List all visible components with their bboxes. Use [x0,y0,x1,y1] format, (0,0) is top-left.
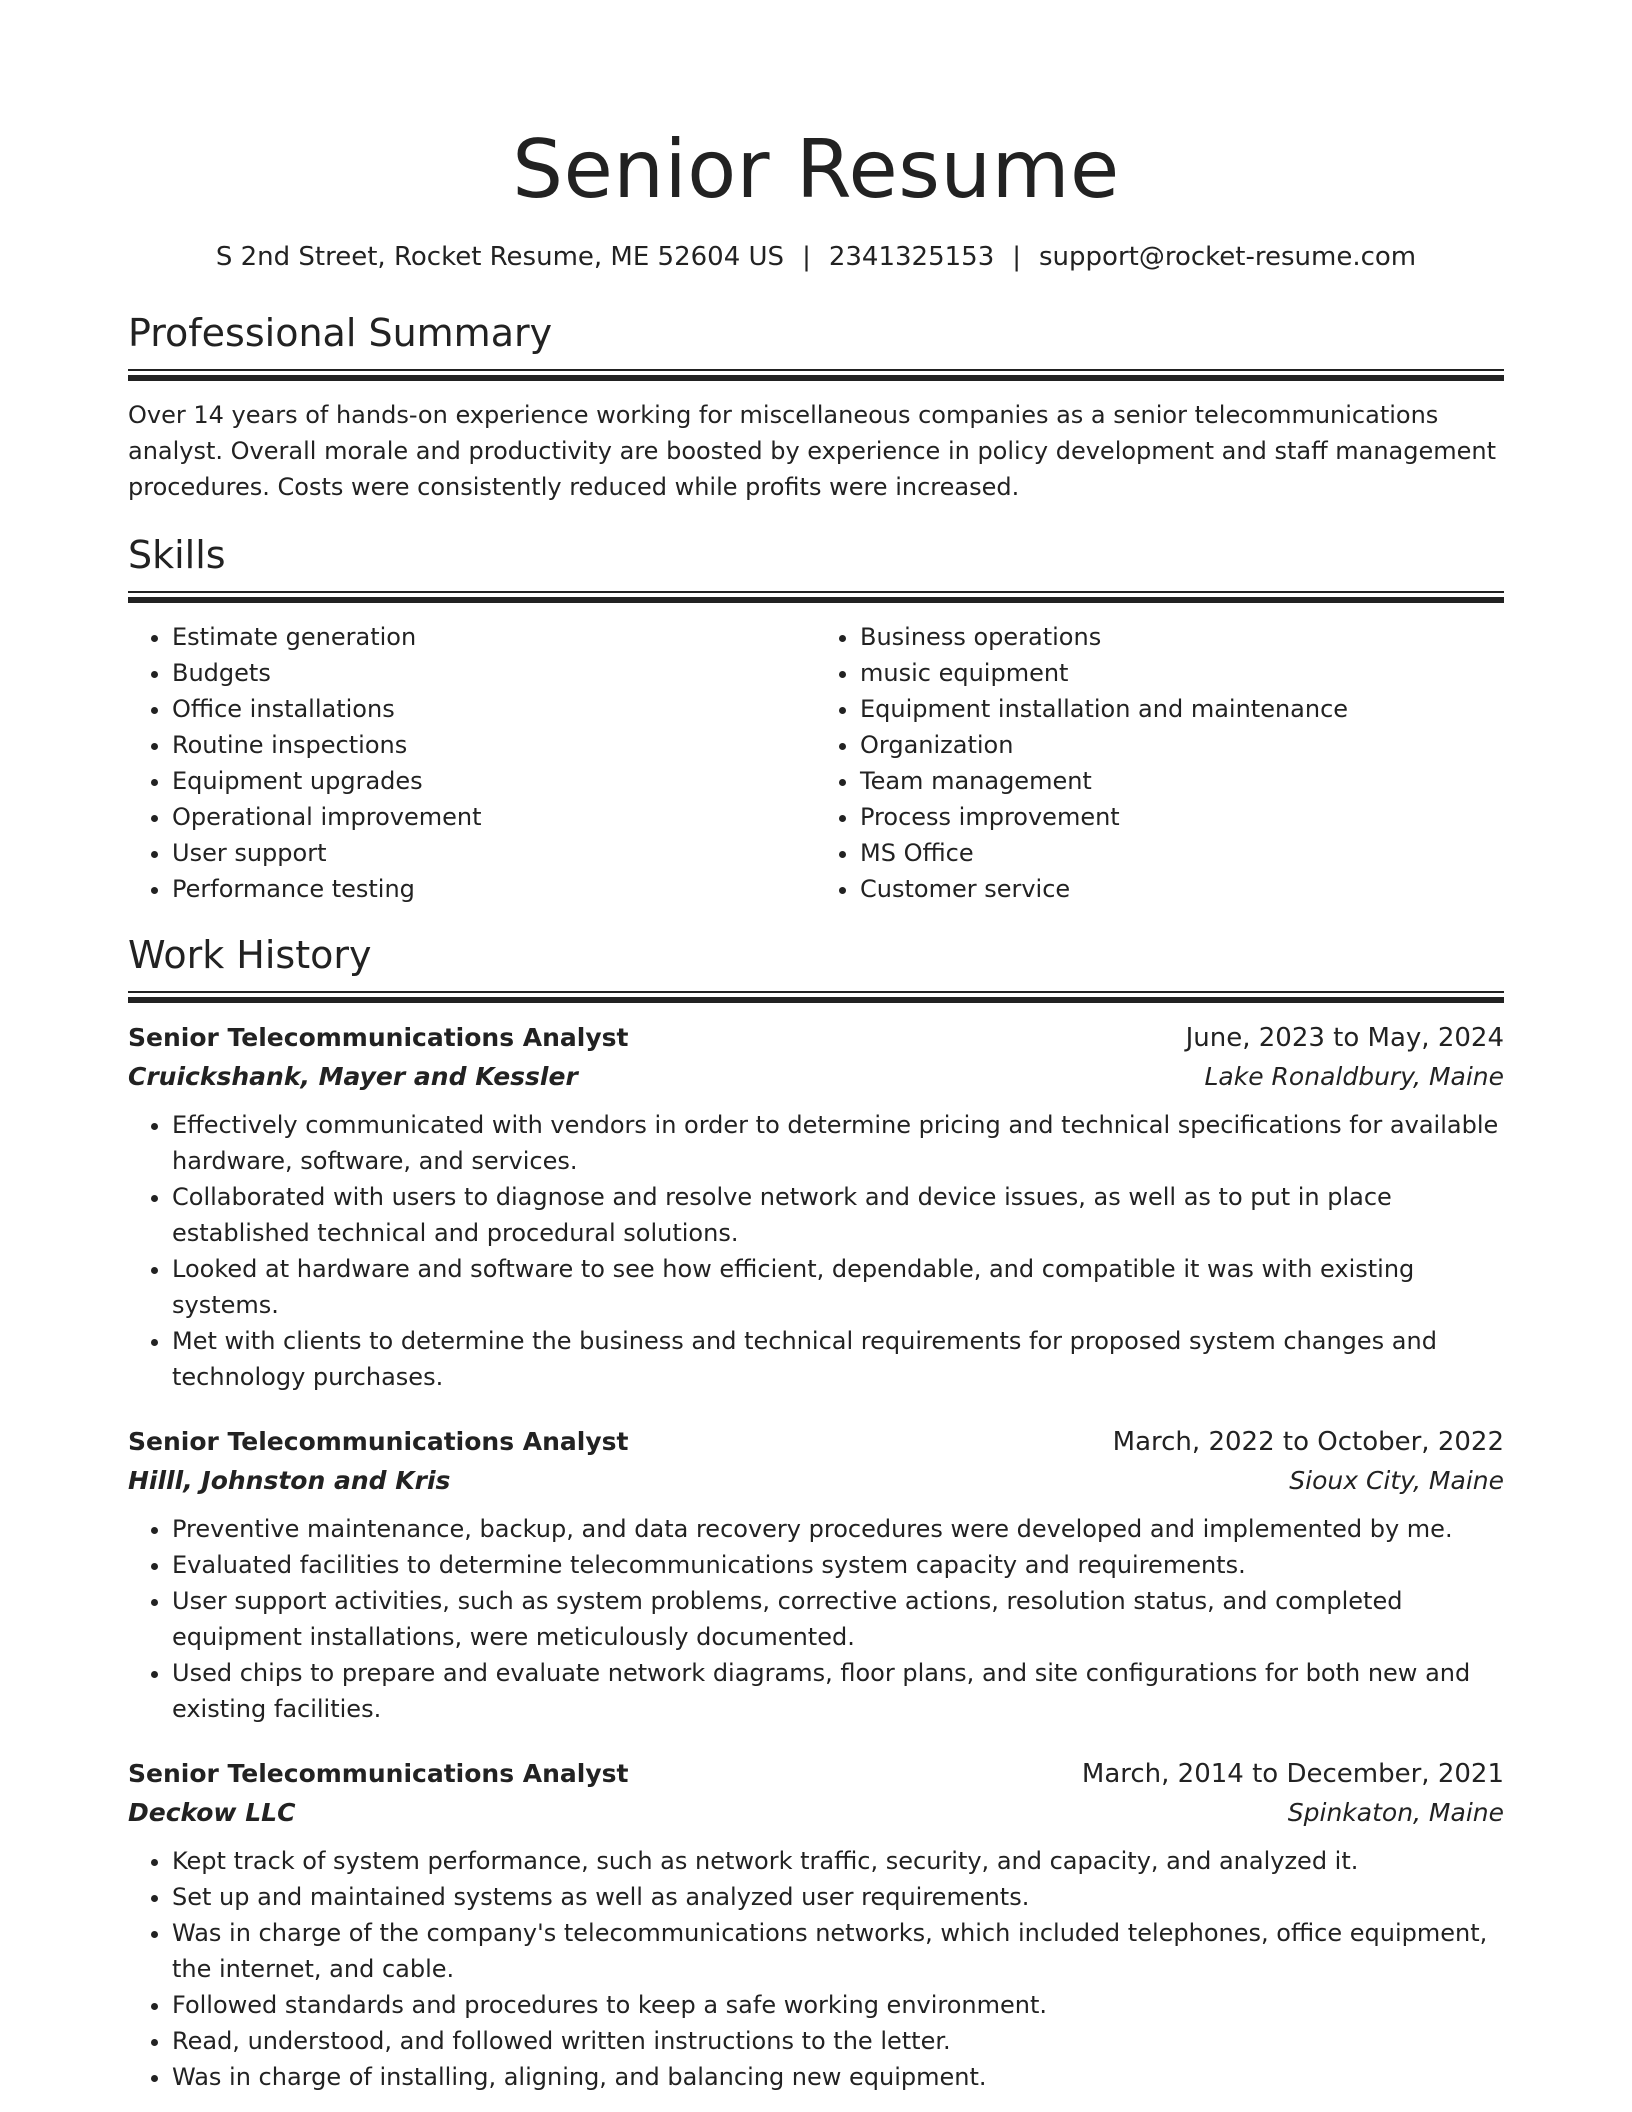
job-entry [128,1755,1504,2095]
job-location: Spinkaton, Maine [1287,1797,1504,1827]
job-bullet: • Kept track of system performance, such as network traffic, security, and capacity, and analyzed it. [172,1843,1504,1879]
job-title: Senior Telecommunications Analyst [128,1022,629,1052]
job-bullet: • Preventive maintenance, backup, and data recovery procedures were developed and implemented by me. [172,1511,1504,1547]
skill-item: • Process improvement [860,799,1504,835]
skill-item: • music equipment [860,655,1504,691]
job-header-row [128,1019,1504,1057]
contact-email[interactable]: support@rocket-resume.com [1039,242,1417,272]
job-company-row [128,1057,1504,1097]
skill-item: • Equipment installation and maintenance [860,691,1504,727]
skill-item: • MS Office [860,835,1504,871]
job-bullet: • Met with clients to determine the business and technical requirements for proposed system changes and technology purchases. [172,1323,1504,1395]
section-divider [128,591,1504,603]
skill-item: • Performance testing [172,871,816,907]
job-bullet: • Followed standards and procedures to keep a safe working environment. [172,1987,1504,2023]
skills-list-right [816,619,1504,907]
job-bullet: • Was in charge of the company's telecommunications networks, which included telephones, office equipment, the internet, and cable. [172,1915,1504,1987]
job-dates: June, 2023 to May, 2024 [1185,1022,1504,1053]
skill-item: • Budgets [172,655,816,691]
job-dates: March, 2014 to December, 2021 [1081,1758,1504,1789]
job-title: Senior Telecommunications Analyst [128,1426,629,1456]
job-bullet: • Used chips to prepare and evaluate network diagrams, floor plans, and site configurations for both new and existing facilities. [172,1655,1504,1727]
job-bullet: • Was in charge of installing, aligning, and balancing new equipment. [172,2059,1504,2095]
skills-list-left [128,619,816,907]
job-location: Sioux City, Maine [1289,1465,1504,1495]
work-history-section [128,932,1504,2095]
resume-name: Senior Resume [512,123,1120,216]
job-company: Hilll, Johnston and Kris [128,1465,451,1495]
job-company: Cruickshank, Mayer and Kessler [128,1061,578,1091]
job-company-row [128,1461,1504,1501]
job-entry [128,1019,1504,1395]
job-bullets [128,1843,1504,2095]
job-company: Deckow LLC [128,1797,296,1827]
job-title: Senior Telecommunications Analyst [128,1758,629,1788]
summary-text: Over 14 years of hands-on experience working for miscellaneous companies as a senior telecommunications analyst. Overall morale and productivity are boosted by experience in policy development and staff management procedures. Costs were consistently reduced while profits were increased. [128,400,1497,501]
job-bullet: • Collaborated with users to diagnose and resolve network and device issues, as well as to put in place established technical and procedural solutions. [172,1179,1504,1251]
contact-line [128,242,1504,273]
job-bullet: • Looked at hardware and software to see how efficient, dependable, and compatible it was with existing systems. [172,1251,1504,1323]
job-bullet: • Evaluated facilities to determine telecommunications system capacity and requirements. [172,1547,1504,1583]
work-history-heading: Work History [128,932,372,977]
job-bullet: • Set up and maintained systems as well as analyzed user requirements. [172,1879,1504,1915]
job-location: Lake Ronaldbury, Maine [1204,1061,1504,1091]
contact-address: S 2nd Street, Rocket Resume, ME 52604 US [215,242,785,272]
skill-item: • Operational improvement [172,799,816,835]
summary-section [128,313,1504,505]
contact-separator: | [1012,242,1022,272]
skill-item: • Team management [860,763,1504,799]
skill-item: • Equipment upgrades [172,763,816,799]
contact-phone: 2341325153 [828,242,995,272]
summary-heading: Professional Summary [128,311,553,356]
job-bullets [128,1107,1504,1395]
job-company-row [128,1793,1504,1833]
skill-item: • Customer service [860,871,1504,907]
job-dates: March, 2022 to October, 2022 [1112,1426,1504,1457]
skill-item: • Routine inspections [172,727,816,763]
job-entry [128,1423,1504,1727]
skill-item: • Business operations [860,619,1504,655]
job-bullet: • Effectively communicated with vendors in order to determine pricing and technical specifications for available hardware, software, and services. [172,1107,1504,1179]
skill-item: • User support [172,835,816,871]
section-divider [128,991,1504,1003]
skills-section [128,532,1504,907]
job-bullet: • User support activities, such as system problems, corrective actions, resolution status, and completed equipment installations, were meticulously documented. [172,1583,1504,1655]
contact-separator: | [802,242,811,272]
skill-item: • Estimate generation [172,619,816,655]
skills-heading: Skills [128,532,226,577]
job-header-row [128,1755,1504,1793]
skills-columns [128,619,1504,907]
skill-item: • Office installations [172,691,816,727]
job-bullet: • Read, understood, and followed written instructions to the letter. [172,2023,1504,2059]
job-header-row [128,1423,1504,1461]
job-bullets [128,1511,1504,1727]
skill-item: • Organization [860,727,1504,763]
section-divider [128,369,1504,381]
